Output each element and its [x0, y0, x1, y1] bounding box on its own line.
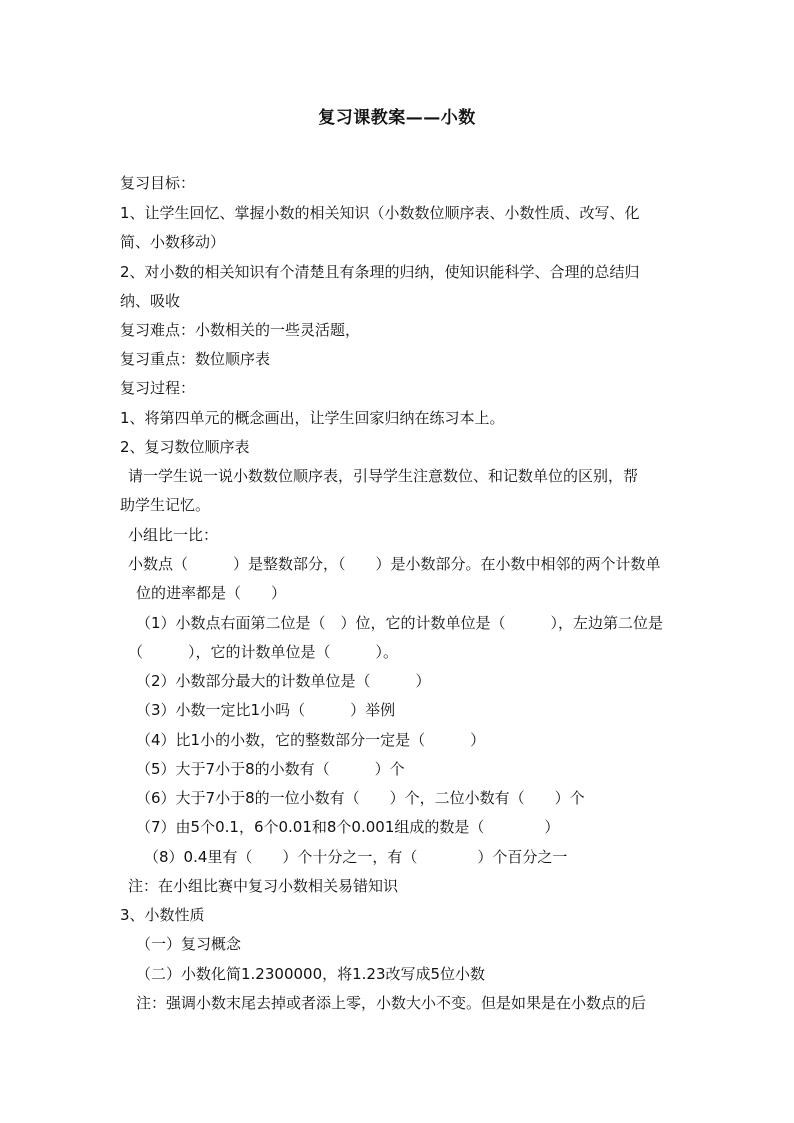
text-line-q4: （4）比1小的小数，它的整数部分一定是（ ）	[136, 731, 486, 749]
text-line-section-3: 3、小数性质	[120, 906, 205, 924]
text-line-goal-2: 2、对小数的相关知识有个清楚且有条理的归纳，使知识能科学、合理的总结归	[120, 263, 640, 281]
text-line-process-1: 1、将第四单元的概念画出，让学生回家归纳在练习本上。	[120, 409, 505, 427]
text-line-q8: （8）0.4里有（ ）个十分之一，有（ ）个百分之一	[144, 848, 568, 866]
text-line-q7: （7）由5个0.1，6个0.01和8个0.001组成的数是（ ）	[136, 818, 560, 836]
text-line-q-decimal-point: 小数点（ ）是整数部分，（ ）是小数部分。在小数中相邻的两个计数单	[128, 555, 661, 573]
text-line-q3: （3）小数一定比1小吗（ ）举例	[136, 701, 396, 719]
text-line-q-decimal-point-cont: 位的进率都是（ ）	[136, 584, 287, 602]
text-line-q6: （6）大于7小于8的一位小数有（ ）个，二位小数有（ ）个	[136, 789, 585, 807]
text-line-q5: （5）大于7小于8的小数有（ ）个	[136, 760, 405, 778]
text-line-process-2: 2、复习数位顺序表	[120, 438, 250, 456]
text-line-note-1: 注：在小组比赛中复习小数相关易错知识	[128, 877, 399, 895]
document-title: 复习课教案——小数	[318, 108, 476, 128]
text-line-goal-1: 1、让学生回忆、掌握小数的相关知识（小数数位顺序表、小数性质、改写、化	[120, 204, 640, 222]
text-line-goal-1-cont: 简、小数移动）	[120, 233, 226, 251]
text-line-section-3-part-1: （一）复习概念	[136, 935, 242, 953]
text-line-difficult-points: 复习难点：小数相关的一些灵活题，	[120, 321, 361, 339]
text-line-q2: （2）小数部分最大的计数单位是（ ）	[136, 672, 431, 690]
text-line-section-3-part-2: （二）小数化简1.2300000，将1.23改写成5位小数	[136, 965, 486, 983]
text-line-q1-cont: （ ），它的计数单位是（ ）。	[128, 643, 399, 661]
text-line-process-2-desc: 请一学生说一说小数数位顺序表，引导学生注意数位、和记数单位的区别，帮	[128, 467, 639, 485]
text-line-review-goals-heading: 复习目标：	[120, 174, 196, 192]
text-line-note-2: 注：强调小数末尾去掉或者添上零，小数大小不变。但是如果是在小数点的后	[136, 994, 647, 1012]
text-line-key-points: 复习重点：数位顺序表	[120, 350, 271, 368]
text-line-q1: （1）小数点右面第二位是（ ）位，它的计数单位是（ ），左边第二位是	[136, 614, 664, 632]
text-line-process-2-desc-cont: 助学生记忆。	[120, 496, 211, 514]
text-line-process-heading: 复习过程：	[120, 379, 196, 397]
text-line-group-contest: 小组比一比：	[128, 526, 219, 544]
text-line-goal-2-cont: 纳、吸收	[120, 292, 181, 310]
